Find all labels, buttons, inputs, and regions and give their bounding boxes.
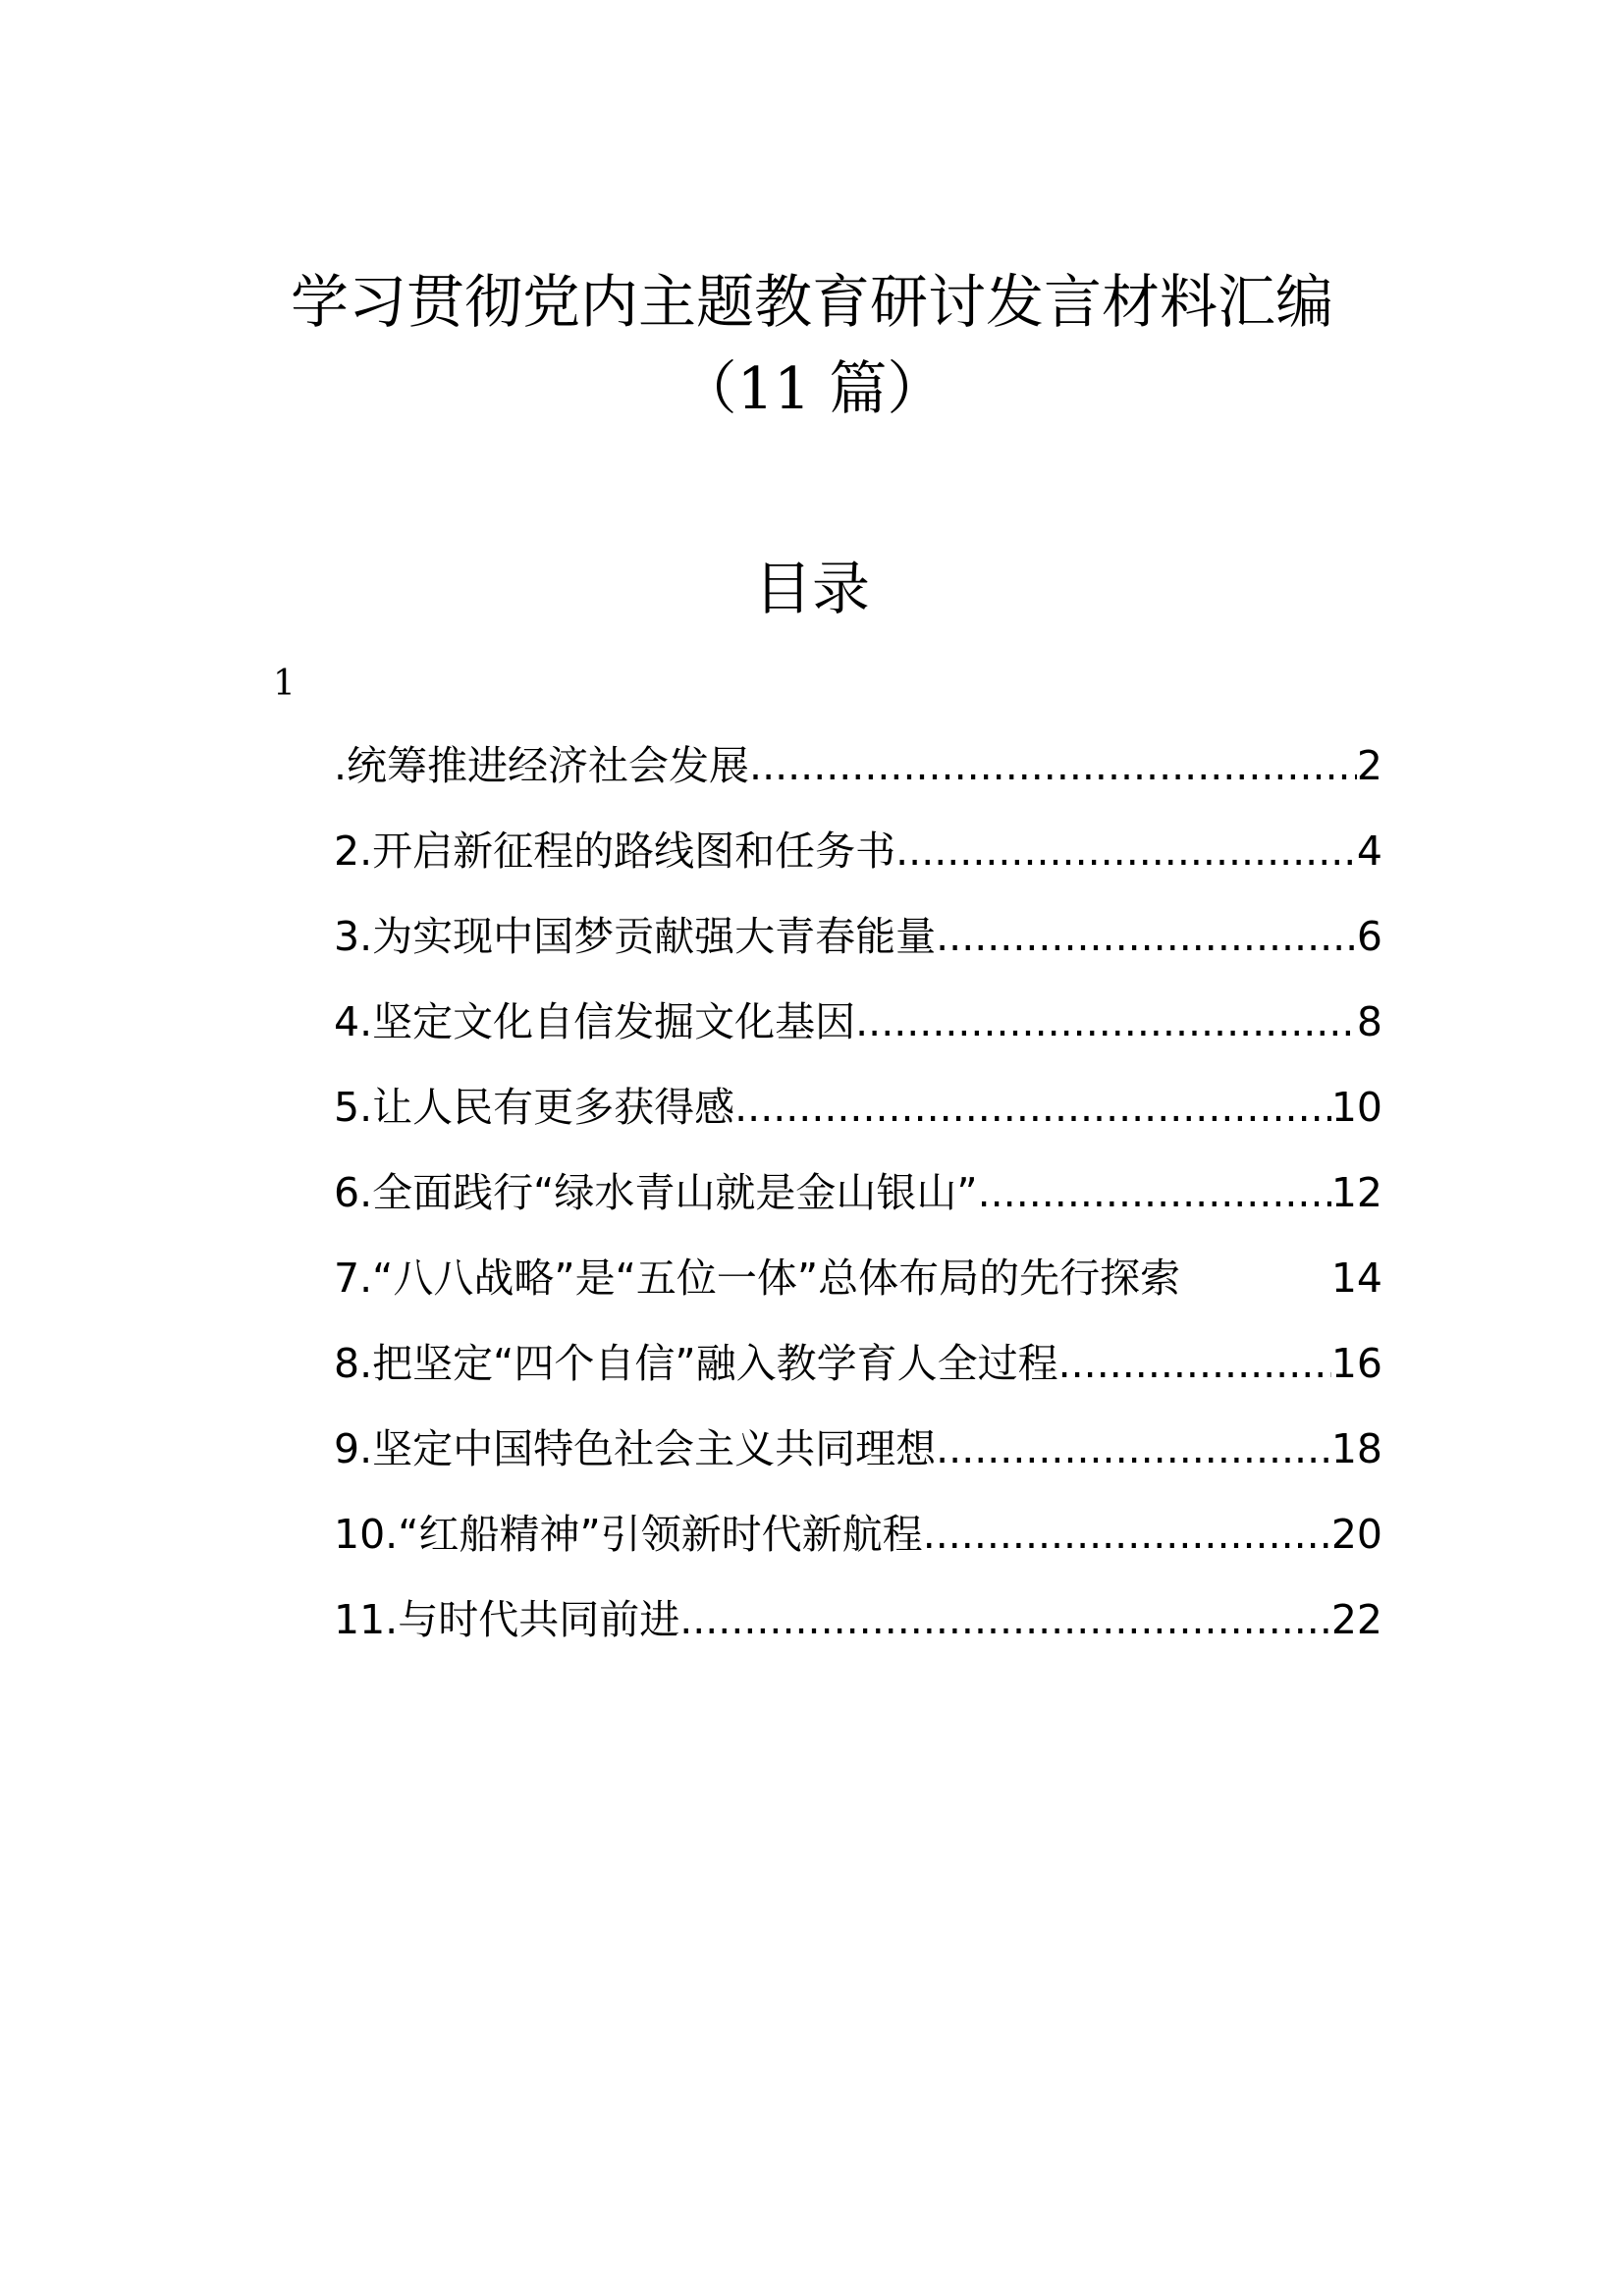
toc-entry-title: 6.全面践行“绿水青山就是金山银山”	[334, 1169, 978, 1216]
toc-entry-10[interactable]	[334, 1505, 1382, 1590]
toc-dot-leader	[923, 1505, 1331, 1564]
toc-page-number: 2	[1356, 742, 1382, 789]
toc-entry-title: 10.“红船精神”引领新时代新航程	[334, 1511, 923, 1558]
toc-entry-title: .统筹推进经济社会发展	[334, 742, 750, 789]
toc-entry-9[interactable]	[334, 1419, 1382, 1505]
document-subtitle-count: （11 篇）	[678, 354, 946, 422]
toc-entry-1[interactable]	[334, 736, 1382, 822]
toc-page-number: 20	[1330, 1511, 1382, 1558]
toc-dot-leader	[895, 822, 1357, 881]
toc-page-number: 16	[1330, 1340, 1382, 1387]
toc-page-number: 10	[1330, 1084, 1382, 1131]
toc-entry-7[interactable]	[334, 1249, 1382, 1334]
toc-entry-4[interactable]	[334, 992, 1382, 1078]
toc-entry-title: 8.把坚定“四个自信”融入教学育人全过程	[334, 1340, 1058, 1387]
toc-dot-leader	[978, 1163, 1331, 1222]
toc-entry-8[interactable]	[334, 1334, 1382, 1419]
toc-dot-leader	[1058, 1334, 1331, 1393]
toc-entry-title: 3.为实现中国梦贡献强大青春能量	[334, 913, 937, 960]
toc-dot-leader	[936, 1419, 1331, 1478]
toc-dot-leader	[749, 736, 1357, 795]
toc-entry-title: 2.开启新征程的路线图和任务书	[334, 828, 896, 875]
toc-page-number: 22	[1330, 1596, 1382, 1643]
toc-entry-title: 4.坚定文化自信发掘文化基因	[334, 998, 856, 1045]
toc-dot-leader	[936, 907, 1357, 966]
toc-dot-leader	[734, 1078, 1331, 1137]
toc-entry-title: 7.“八八战略”是“五位一体”总体布局的先行探索	[334, 1255, 1181, 1302]
toc-dot-leader	[855, 992, 1357, 1051]
toc-page-number: 4	[1356, 828, 1382, 875]
toc-entry-2[interactable]	[334, 822, 1382, 907]
toc-page-number: 14	[1330, 1255, 1382, 1302]
toc-entry-title: 9.坚定中国特色社会主义共同理想	[334, 1425, 937, 1472]
table-of-contents	[334, 736, 1382, 1676]
toc-page-number: 8	[1356, 998, 1382, 1045]
toc-entry-3[interactable]	[334, 907, 1382, 992]
toc-page-number: 18	[1330, 1425, 1382, 1472]
document-title: 学习贯彻党内主题教育研讨发言材料汇编	[290, 268, 1333, 336]
toc-entry-11[interactable]	[334, 1590, 1382, 1676]
toc-entry-6[interactable]	[334, 1163, 1382, 1249]
stray-page-number: 1	[273, 664, 296, 704]
toc-entry-5[interactable]	[334, 1078, 1382, 1163]
toc-heading: 目录	[753, 555, 870, 622]
toc-page-number: 6	[1356, 913, 1382, 960]
toc-entry-title: 11.与时代共同前进	[334, 1596, 680, 1643]
toc-entry-title: 5.让人民有更多获得感	[334, 1084, 735, 1131]
toc-dot-leader	[679, 1590, 1331, 1649]
toc-page-number: 12	[1330, 1169, 1382, 1216]
